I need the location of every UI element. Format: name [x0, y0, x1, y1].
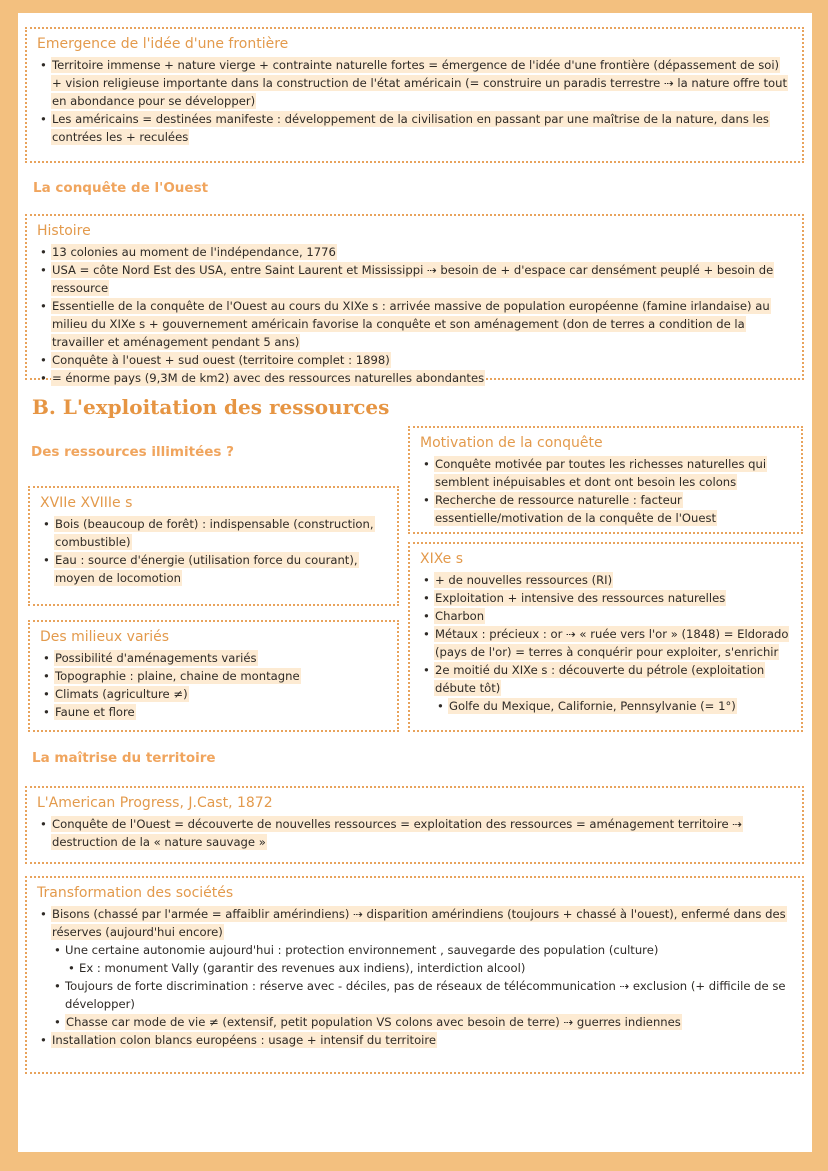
xvii-title: XVIIe XVIIIe s	[40, 495, 133, 511]
conquete-heading: La conquête de l'Ouest	[33, 180, 209, 196]
american-box	[25, 786, 804, 864]
xix-list	[420, 571, 791, 715]
list-item: • Eau : source d'énergie (utilisation force du courant), moyen de locomotion	[54, 551, 387, 587]
frontiere-title: Emergence de l'idée d'une frontière	[37, 36, 289, 52]
xvii-box	[28, 486, 399, 606]
list-item: • Faune et flore	[54, 703, 387, 721]
list-item: • Charbon	[434, 607, 791, 625]
list-item: • Toujours de forte discrimination : réserve avec - déciles, pas de réseaux de télécommunication ⇢ exclusion (+ difficile de se développer)	[65, 977, 792, 1013]
list-item: • Conquête de l'Ouest = découverte de nouvelles ressources = exploitation des ressources = aménagement territoire ⇢ destruction de la « nature sauvage »	[51, 815, 792, 851]
list-item: • USA = côte Nord Est des USA, entre Saint Laurent et Mississippi ⇢ besoin de + d'espace car densément peuplé + besoin de ressource	[51, 261, 792, 297]
transformation-list	[37, 905, 792, 1049]
list-item: • Possibilité d'aménagements variés	[54, 649, 387, 667]
list-item: • 13 colonies au moment de l'indépendance, 1776	[51, 243, 792, 261]
xix-box	[408, 542, 803, 732]
milieux-title: Des milieux variés	[40, 629, 170, 645]
list-item: • Topographie : plaine, chaine de montagne	[54, 667, 387, 685]
list-item: • Golfe du Mexique, Californie, Pennsylvanie (= 1°)	[448, 697, 791, 715]
histoire-title: Histoire	[37, 223, 91, 239]
milieux-box	[28, 620, 399, 732]
transformation-box	[25, 876, 804, 1074]
american-list	[37, 815, 792, 851]
list-item: • Chasse car mode de vie ≠ (extensif, petit population VS colons avec besoin de terre) ⇢ guerres indiennes	[65, 1013, 792, 1031]
milieux-list	[40, 649, 387, 721]
motivation-box	[408, 426, 803, 534]
list-item: • Ex : monument Vally (garantir des revenues aux indiens), interdiction alcool)	[79, 959, 792, 977]
list-item: • Conquête motivée par toutes les richesses naturelles qui semblent inépuisables et dont ont besoin les colons	[434, 455, 791, 491]
american-title: L'American Progress, J.Cast, 1872	[37, 795, 273, 811]
frontiere-list	[37, 56, 792, 146]
frontiere-box	[25, 27, 804, 163]
ressources-heading: Des ressources illimitées ?	[31, 444, 234, 460]
motivation-list	[420, 455, 791, 527]
motivation-title: Motivation de la conquête	[420, 435, 603, 451]
list-item: • Installation colon blancs européens : usage + intensif du territoire	[51, 1031, 792, 1049]
list-item: • + de nouvelles ressources (RI)	[434, 571, 791, 589]
histoire-list	[37, 243, 792, 387]
list-item: • Essentielle de la conquête de l'Ouest au cours du XIXe s : arrivée massive de population européenne (famine irlandaise) au milieu du XIXe s + gouvernement américain favorise la conquête et son aménagement (don de terres a condition de la travailler et aménagement pendant 5 ans)	[51, 297, 792, 351]
list-item: • Conquête à l'ouest + sud ouest (territoire complet : 1898)	[51, 351, 792, 369]
histoire-box	[25, 214, 804, 385]
list-item: • Exploitation + intensive des ressources naturelles	[434, 589, 791, 607]
list-item: • Les américains = destinées manifeste : développement de la civilisation en passant par une maîtrise de la nature, dans les contrées les + reculées	[51, 110, 792, 146]
list-item: • 2e moitié du XIXe s : découverte du pétrole (exploitation débute tôt)	[434, 661, 791, 697]
list-item: • Bisons (chassé par l'armée = affaiblir amérindiens) ⇢ disparition amérindiens (toujours + chassé à l'ouest), enfermé dans des réserves (aujourd'hui encore)	[51, 905, 792, 941]
list-item: • = énorme pays (9,3M de km2) avec des ressources naturelles abondantes	[51, 369, 792, 387]
xix-title: XIXe s	[420, 551, 464, 567]
list-item: • Une certaine autonomie aujourd'hui : protection environnement , sauvegarde des population (culture)	[65, 941, 792, 959]
list-item: • Métaux : précieux : or ⇢ « ruée vers l'or » (1848) = Eldorado (pays de l'or) = terres à conquérir pour exploiter, s'enrichir	[434, 625, 791, 661]
list-item: • Recherche de ressource naturelle : facteur essentielle/motivation de la conquête de l'Ouest	[434, 491, 791, 527]
xvii-list	[40, 515, 387, 587]
exploitation-title: B. L'exploitation des ressources	[32, 395, 390, 419]
list-item: • Territoire immense + nature vierge + contrainte naturelle fortes = émergence de l'idée d'une frontière (dépassement de soi) + vision religieuse importante dans la construction de l'état américain (= construire un paradis terrestre ⇢ la nature offre tout en abondance pour se développer)	[51, 56, 792, 110]
list-item: • Bois (beaucoup de forêt) : indispensable (construction, combustible)	[54, 515, 387, 551]
list-item: • Climats (agriculture ≠)	[54, 685, 387, 703]
maitrise-heading: La maîtrise du territoire	[32, 750, 216, 766]
transformation-title: Transformation des sociétés	[37, 885, 234, 901]
